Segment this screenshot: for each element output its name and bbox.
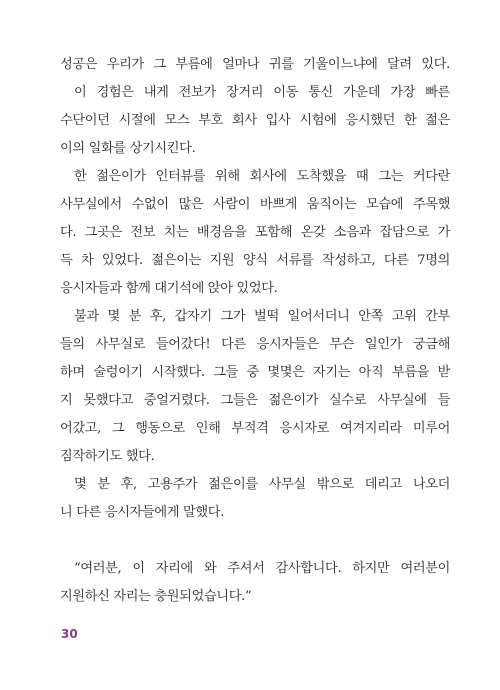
text-line: 성공은 우리가 그 부름에 얼마나 귀를 기울이느냐에 달려 있다. (60, 57, 450, 72)
text-line: 이의 일화를 상기시킨다. (60, 141, 196, 156)
text-line: 니 다른 응시자들에게 말했다. (60, 505, 225, 520)
quote-line: “여러분, 이 자리에 와 주셔서 감사합니다. 하지만 여러분이 (74, 561, 450, 576)
text-line: 지 못했다고 중얼거렸다. 그들은 젊은이가 실수로 사무실에 들 (60, 393, 450, 408)
text-line: 불과 몇 분 후, 갑자기 그가 벌떡 일어서더니 안쪽 고위 간부 (74, 309, 450, 324)
quote-line: 지원하신 자리는 충원되었습니다.” (60, 589, 252, 604)
text-line: 응시자들과 함께 대기석에 앉아 있었다. (60, 281, 278, 296)
text-line: 수단이던 시절에 모스 부호 회사 입사 시험에 응시했던 한 젊은 (60, 113, 450, 128)
page-number: 30 (61, 627, 78, 641)
text-line: 득 차 있었다. 젊은이는 지원 양식 서류를 작성하고, 다른 7명의 (60, 253, 450, 268)
text-line: 어갔고, 그 행동으로 인해 부적격 응시자로 여겨지리라 미루어 (60, 421, 450, 436)
text-line: 사무실에서 수없이 많은 사람이 바쁘게 움직이는 모습에 주목했 (60, 197, 450, 212)
text-line: 들의 사무실로 들어갔다! 다른 응시자들은 무슨 일인가 궁금해 (60, 337, 450, 352)
text-line: 이 경험은 내게 전보가 장거리 이동 통신 가운데 가장 빠른 (74, 85, 450, 100)
text-line: 다. 그곳은 전보 치는 배경음을 포함해 온갖 소음과 잡담으로 가 (60, 225, 450, 240)
text-line: 짐작하기도 했다. (60, 449, 155, 464)
text-line: 몇 분 후, 고용주가 젊은이를 사무실 밖으로 데리고 나오더 (74, 477, 450, 492)
text-line: 한 젊은이가 인터뷰를 위해 회사에 도착했을 때 그는 커다란 (74, 169, 450, 184)
text-line: 하며 술렁이기 시작했다. 그들 중 몇몇은 자기는 아직 부름을 받 (60, 365, 450, 380)
